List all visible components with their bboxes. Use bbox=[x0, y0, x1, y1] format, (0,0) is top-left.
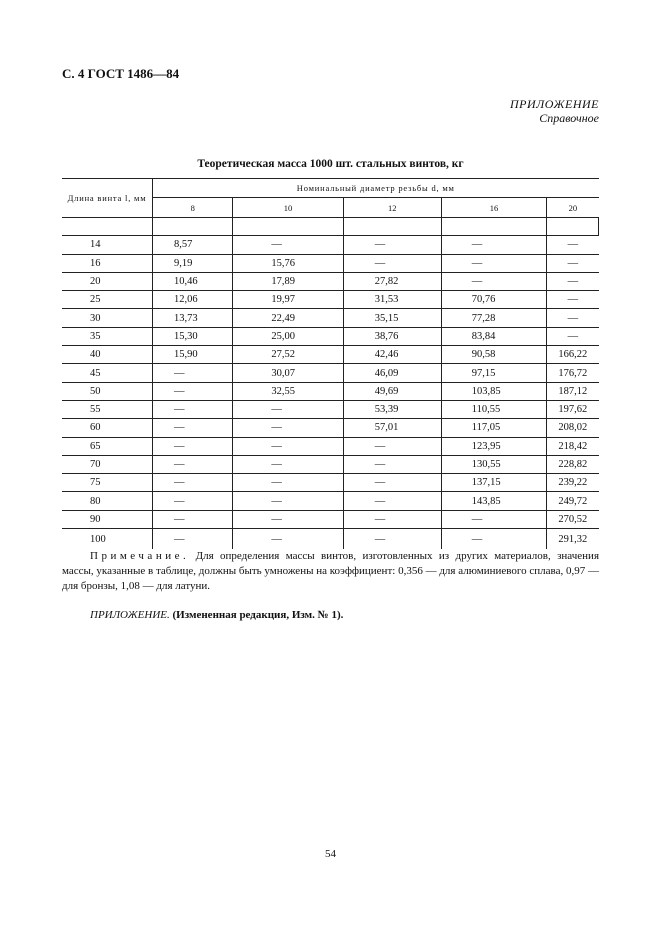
table-body bbox=[62, 218, 599, 550]
mass-cell: 42,46 bbox=[343, 346, 441, 364]
mass-cell: 17,89 bbox=[233, 272, 343, 290]
mass-cell: 166,22 bbox=[547, 346, 599, 364]
length-cell: 25 bbox=[62, 291, 153, 309]
mass-cell: 49,69 bbox=[343, 382, 441, 400]
length-cell: 35 bbox=[62, 327, 153, 345]
table-row bbox=[62, 400, 599, 418]
mass-table bbox=[62, 178, 599, 549]
length-cell: 14 bbox=[62, 236, 153, 254]
table-title: Теоретическая масса 1000 шт. стальных винтов, кг bbox=[197, 158, 464, 170]
length-cell: 30 bbox=[62, 309, 153, 327]
mass-cell: — bbox=[153, 492, 233, 510]
appendix-subtitle: Справочное bbox=[539, 111, 599, 125]
mass-cell: 187,12 bbox=[547, 382, 599, 400]
length-column-header: Длина винта l, мм bbox=[62, 179, 153, 218]
mass-cell: 70,76 bbox=[441, 291, 546, 309]
table-row bbox=[62, 474, 599, 492]
mass-cell: 46,09 bbox=[343, 364, 441, 382]
mass-cell: — bbox=[343, 492, 441, 510]
mass-cell: — bbox=[153, 510, 233, 528]
appendix-label bbox=[510, 97, 599, 125]
mass-cell: 15,30 bbox=[153, 327, 233, 345]
table-row bbox=[62, 437, 599, 455]
mass-cell: 38,76 bbox=[343, 327, 441, 345]
mass-cell: — bbox=[343, 236, 441, 254]
diameter-group-header: Номинальный диаметр резьбы d, мм bbox=[153, 179, 599, 198]
mass-cell: 103,85 bbox=[441, 382, 546, 400]
length-cell: 40 bbox=[62, 346, 153, 364]
amendment-note bbox=[90, 609, 343, 621]
mass-cell: — bbox=[233, 419, 343, 437]
mass-cell: — bbox=[233, 437, 343, 455]
mass-cell: 218,42 bbox=[547, 437, 599, 455]
mass-cell: 239,22 bbox=[547, 474, 599, 492]
table-row bbox=[62, 529, 599, 550]
mass-cell: 197,62 bbox=[547, 400, 599, 418]
mass-cell: — bbox=[343, 455, 441, 473]
mass-cell: — bbox=[343, 437, 441, 455]
diameter-header-cell: 10 bbox=[233, 198, 343, 218]
diameter-header-cell: 20 bbox=[547, 198, 599, 218]
document-header: С. 4 ГОСТ 1486—84 bbox=[62, 66, 180, 81]
mass-cell: 35,15 bbox=[343, 309, 441, 327]
note-lead: Примечание. bbox=[90, 550, 190, 562]
mass-cell: 27,82 bbox=[343, 272, 441, 290]
mass-cell: 90,58 bbox=[441, 346, 546, 364]
mass-cell: 137,15 bbox=[441, 474, 546, 492]
length-cell: 20 bbox=[62, 272, 153, 290]
length-cell: 50 bbox=[62, 382, 153, 400]
mass-cell: 130,55 bbox=[441, 455, 546, 473]
table-row bbox=[62, 455, 599, 473]
mass-cell: 15,90 bbox=[153, 346, 233, 364]
mass-cell: 143,85 bbox=[441, 492, 546, 510]
mass-cell: 57,01 bbox=[343, 419, 441, 437]
mass-cell: — bbox=[547, 291, 599, 309]
mass-cell: — bbox=[441, 254, 546, 272]
mass-cell: 123,95 bbox=[441, 437, 546, 455]
mass-cell: 9,19 bbox=[153, 254, 233, 272]
mass-cell: 8,57 bbox=[153, 236, 233, 254]
mass-cell: — bbox=[153, 455, 233, 473]
mass-cell: 19,97 bbox=[233, 291, 343, 309]
mass-cell: 12,06 bbox=[153, 291, 233, 309]
appendix-title: ПРИЛОЖЕНИЕ bbox=[510, 97, 599, 111]
table-row bbox=[62, 364, 599, 382]
diameter-header-cell: 8 bbox=[153, 198, 233, 218]
table-row bbox=[62, 236, 599, 254]
mass-cell: 249,72 bbox=[547, 492, 599, 510]
length-cell: 80 bbox=[62, 492, 153, 510]
length-cell: 90 bbox=[62, 510, 153, 528]
mass-cell: — bbox=[547, 327, 599, 345]
mass-cell: — bbox=[441, 529, 546, 550]
length-cell: 55 bbox=[62, 400, 153, 418]
length-cell: 16 bbox=[62, 254, 153, 272]
table-row bbox=[62, 382, 599, 400]
diameter-header-cell: 16 bbox=[441, 198, 546, 218]
mass-cell: 25,00 bbox=[233, 327, 343, 345]
header-separator bbox=[62, 218, 599, 236]
mass-cell: 15,76 bbox=[233, 254, 343, 272]
mass-cell: 13,73 bbox=[153, 309, 233, 327]
mass-cell: — bbox=[343, 529, 441, 550]
mass-cell: 77,28 bbox=[441, 309, 546, 327]
amendment-italic: ПРИЛОЖЕНИЕ. bbox=[90, 609, 170, 621]
table-row bbox=[62, 492, 599, 510]
table-row bbox=[62, 327, 599, 345]
table-row bbox=[62, 510, 599, 528]
mass-cell: — bbox=[153, 529, 233, 550]
mass-cell: — bbox=[233, 529, 343, 550]
mass-cell: — bbox=[153, 382, 233, 400]
table-row bbox=[62, 272, 599, 290]
table-note bbox=[62, 549, 599, 594]
mass-cell: — bbox=[343, 474, 441, 492]
mass-cell: — bbox=[153, 364, 233, 382]
mass-cell: — bbox=[233, 236, 343, 254]
mass-cell: 228,82 bbox=[547, 455, 599, 473]
table-row bbox=[62, 419, 599, 437]
mass-cell: — bbox=[441, 272, 546, 290]
mass-cell: — bbox=[547, 236, 599, 254]
mass-cell: — bbox=[441, 236, 546, 254]
table-row bbox=[62, 254, 599, 272]
mass-cell: — bbox=[547, 254, 599, 272]
mass-cell: 291,32 bbox=[558, 533, 588, 545]
mass-cell: 22,49 bbox=[233, 309, 343, 327]
mass-cell: — bbox=[233, 510, 343, 528]
length-cell: 45 bbox=[62, 364, 153, 382]
mass-cell: — bbox=[153, 400, 233, 418]
table-row bbox=[62, 291, 599, 309]
mass-cell: 97,15 bbox=[441, 364, 546, 382]
length-cell: 65 bbox=[62, 437, 153, 455]
mass-cell: — bbox=[153, 419, 233, 437]
mass-cell: 117,05 bbox=[441, 419, 546, 437]
mass-cell: 208,02 bbox=[547, 419, 599, 437]
mass-cell: — bbox=[343, 510, 441, 528]
mass-cell: 10,46 bbox=[153, 272, 233, 290]
mass-cell: 176,72 bbox=[547, 364, 599, 382]
diameter-header-cell: 12 bbox=[343, 198, 441, 218]
mass-cell: 31,53 bbox=[343, 291, 441, 309]
mass-cell: — bbox=[153, 437, 233, 455]
mass-cell: — bbox=[153, 474, 233, 492]
table-row bbox=[62, 309, 599, 327]
mass-cell: 32,55 bbox=[233, 382, 343, 400]
length-cell: 60 bbox=[62, 419, 153, 437]
mass-cell: 83,84 bbox=[441, 327, 546, 345]
mass-cell: 30,07 bbox=[233, 364, 343, 382]
mass-cell: — bbox=[233, 492, 343, 510]
mass-cell: — bbox=[233, 474, 343, 492]
mass-cell: — bbox=[547, 272, 599, 290]
mass-cell: — bbox=[343, 254, 441, 272]
amendment-bold: (Измененная редакция, Изм. № 1). bbox=[172, 609, 344, 621]
mass-cell: 110,55 bbox=[441, 400, 546, 418]
table-row bbox=[62, 346, 599, 364]
length-cell: 75 bbox=[62, 474, 153, 492]
mass-cell: — bbox=[233, 455, 343, 473]
mass-cell: 53,39 bbox=[343, 400, 441, 418]
mass-cell: 27,52 bbox=[233, 346, 343, 364]
length-cell: 100 bbox=[62, 529, 153, 550]
mass-cell: — bbox=[233, 400, 343, 418]
mass-cell: — bbox=[441, 510, 546, 528]
mass-cell: — bbox=[547, 309, 599, 327]
note-text: Для определения массы винтов, изготовленных из других материалов, значения массы, указанные в таблице, должны быть умножены на коэффициент: 0,356 — для алюминиевого сплава, 0,97 — для бронзы, 1,08 — для латуни. bbox=[62, 550, 599, 592]
mass-cell: 270,52 bbox=[547, 510, 599, 528]
length-cell: 70 bbox=[62, 455, 153, 473]
page-number: 54 bbox=[325, 848, 336, 860]
